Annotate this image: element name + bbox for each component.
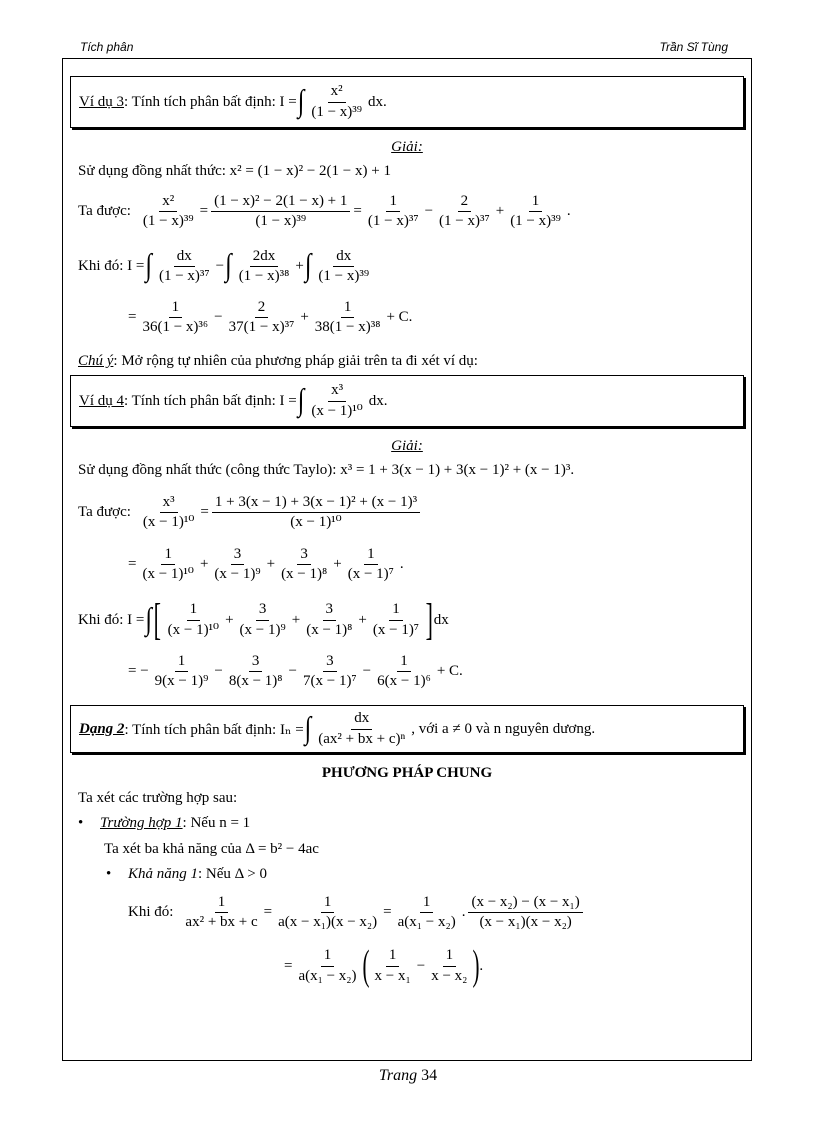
fraction: $\frac{3}{\text{(x − 1)⁸}}$ [306, 601, 353, 638]
fraction: $\frac{dx}{\text{(1 − x)³⁹}}$ [318, 248, 370, 285]
fraction-num: x² [328, 83, 346, 102]
example-4-box [70, 375, 744, 427]
integral-sign: ∫ [304, 711, 312, 746]
fraction: $\frac{1}{\text{6(x − 1)⁶}}$ [377, 653, 431, 690]
possibility-1-line [106, 866, 267, 883]
fraction: $\frac{1}{\text{a(x − x₁)(x − x₂)}}$ [278, 894, 378, 931]
expansion-line-2: = $\frac{1}{\text{(x − 1)¹⁰}}$ + $\frac{3}{\text{(x − 1)⁹}}$ + $\frac{3}{\text{(x − 1)⁸}}$ + $\frac{1}{\text{(x − 1)⁷}}$ . [128, 546, 404, 583]
constant-c: + C. [386, 309, 413, 326]
integral-sign: ∫ [145, 249, 152, 283]
right-bracket: ] [425, 595, 434, 644]
constant-c: + C. [436, 663, 463, 680]
khi-do-label: Khi đó: [128, 904, 174, 921]
integral-sign: ∫ [225, 249, 232, 283]
fraction: $\frac{\text{x³}}{\text{(x − 1)¹⁰}}$ [142, 494, 195, 531]
result-line-1: = $\frac{1}{\text{36(1 − x)³⁶}}$ − $\frac{2}{\text{37(1 − x)³⁷}}$ + $\frac{1}{\text{38(1 − x)³⁸}}$ + C. [128, 299, 413, 336]
fraction: $\frac{1}{\text{36(1 − x)³⁶}}$ [142, 299, 209, 336]
example-3-label: Ví dụ 3 [79, 93, 124, 110]
bullet-icon: • [106, 866, 112, 882]
fraction: $\frac{dx}{\text{(1 − x)³⁷}}$ [158, 248, 210, 285]
fraction: $\frac{1}{\text{(x − 1)¹⁰}}$ [167, 601, 220, 638]
fraction: $\frac{3}{\text{(x − 1)⁹}}$ [239, 601, 286, 638]
identity-line-2: Sử dụng đồng nhất thức (công thức Taylo): x³ = 1 + 3(x − 1) + 3(x − 1)² + (x − 1)³. [78, 462, 575, 478]
three-possibilities-line: Ta xét ba khả năng của Δ = b² − 4ac [104, 841, 319, 857]
ta-duoc-line-1: Ta được: $\frac{\text{x²}}{\text{(1 − x)³⁹}}$ = $\frac{\text{(1 − x)² − 2(1 − x) + 1}}{\text{(1 − x)³⁹}}$ = $\frac{1}{\text{(1 − x)³⁷}}$ − $\frac{2}{\text{(1 − x)³⁷}}$ + $\frac{1}{\text{(1 − x)³⁹}}$ . [78, 193, 571, 230]
fraction: $\frac{1}{\text{a(x₁ − x₂)}}$ [397, 894, 456, 931]
fraction: $\frac{\text{(x − x₂) − (x − x₁)}}{\text{(x − x₁)(x − x₂)}}$ [468, 894, 582, 932]
note-label: Chú ý [78, 353, 114, 369]
case-1-text: : Nếu n = 1 [182, 815, 251, 831]
decomposition-result-line: = $\frac{1}{\text{a(x₁ − x₂)}}$ ( $\frac{1}{\text{x − x₁}}$ − $\frac{1}{\text{x − x₂}}$ ) . [284, 943, 484, 989]
fraction: $\frac{1}{\text{9(x − 1)⁹}}$ [154, 653, 209, 690]
example-3-fraction [308, 83, 365, 121]
fraction: $\frac{3}{\text{7(x − 1)⁷}}$ [302, 653, 357, 690]
fraction-den: (ax² + bx + c)ⁿ [318, 730, 406, 747]
type-2-fraction [315, 710, 408, 748]
khi-do-label: Khi đó: I = [78, 611, 145, 628]
fraction: $\frac{1}{\text{(x − 1)¹⁰}}$ [142, 546, 194, 583]
cases-intro: Ta xét các trường hợp sau: [78, 790, 238, 806]
fraction: $\frac{\text{(1 − x)² − 2(1 − x) + 1}}{\text{(1 − x)³⁹}}$ [211, 193, 350, 231]
left-paren: ( [362, 943, 370, 989]
example-3-box [70, 76, 744, 128]
fraction: $\frac{3}{\text{(x − 1)⁸}}$ [281, 546, 328, 583]
fraction: $\frac{1}{\text{x − x₂}}$ [431, 947, 468, 984]
fraction: $\frac{1}{\text{(x − 1)⁷}}$ [372, 601, 420, 638]
left-bracket: [ [153, 595, 161, 644]
type-2-label: Dạng 2 [79, 720, 125, 737]
fraction: $\frac{2dx}{\text{(1 − x)³⁸}}$ [238, 248, 290, 285]
case-1-label: Trường hợp 1 [100, 815, 183, 831]
note-text: : Mở rộng tự nhiên của phương pháp giải trên ta đi xét ví dụ: [113, 353, 478, 369]
khi-do-line-1: Khi đó: I = ∫ $\frac{dx}{\text{(1 − x)³⁷}}$ − ∫ $\frac{2dx}{\text{(1 − x)³⁸}}$ + ∫ $\frac{dx}{\text{(1 − x)³⁹}}$ [78, 248, 375, 286]
khi-do-label: Khi đó: I = [78, 258, 145, 275]
note-line [78, 353, 478, 370]
integral-sign: ∫ [145, 602, 152, 637]
integral-sign: ∫ [297, 383, 305, 418]
fraction: $\frac{1}{\text{(1 − x)³⁷}}$ [367, 193, 419, 230]
page-footer [0, 1067, 816, 1085]
fraction: $\frac{3}{\text{8(x − 1)⁸}}$ [228, 653, 283, 690]
fraction: $\frac{3}{\text{(x − 1)⁹}}$ [214, 546, 261, 583]
example-3-tail: dx. [368, 93, 387, 110]
solution-heading-1: Giải: [391, 139, 423, 155]
identity-line-1: Sử dụng đồng nhất thức: x² = (1 − x)² − 2(1 − x) + 1 [78, 163, 391, 179]
example-3-text: : Tính tích phân bất định: I = [124, 93, 297, 110]
fraction-num: x³ [328, 382, 346, 401]
possibility-1-label: Khả năng 1 [128, 866, 199, 882]
type-2-tail: , với a ≠ 0 và n nguyên dương. [411, 720, 596, 737]
solution-heading-2: Giải: [391, 438, 423, 454]
fraction: $\frac{1}{\text{(x − 1)⁷}}$ [347, 546, 394, 583]
fraction: $\frac{\text{x²}}{\text{(1 − x)³⁹}}$ [142, 193, 194, 230]
page-header-right: Trần Sĩ Tùng [659, 40, 728, 54]
fraction-num: dx [351, 710, 372, 729]
example-4-tail: dx. [368, 392, 388, 409]
fraction: $\frac{1}{\text{(1 − x)³⁹}}$ [510, 193, 561, 230]
decomposition-line: Khi đó: $\frac{1}{\text{ax² + bx + c}}$ = $\frac{1}{\text{a(x − x₁)(x − x₂)}}$ = $\frac{1}{\text{a(x₁ − x₂)}}$ . $\frac{\text{(x − x₂) − (x − x₁)}}{\text{(x − x₁)(x − x₂)}}$ [128, 894, 586, 932]
footer-label: Trang [378, 1067, 418, 1084]
example-4-text: : Tính tích phân bất định: I = [124, 392, 297, 409]
fraction: $\frac{1}{\text{38(1 − x)³⁸}}$ [314, 299, 381, 336]
fraction: $\frac{1}{\text{ax² + bx + c}}$ [185, 894, 258, 931]
possibility-1-text: : Nếu Δ > 0 [198, 866, 267, 882]
fraction: $\frac{1}{\text{x − x₁}}$ [374, 947, 411, 984]
integral-sign: ∫ [297, 84, 305, 119]
fraction-den: (x − 1)¹⁰ [311, 402, 363, 419]
integral-sign: ∫ [304, 249, 312, 283]
right-paren: ) [472, 943, 480, 989]
type-2-text: : Tính tích phân bất định: Iₙ = [124, 721, 304, 738]
ta-duoc-line-2: Ta được: $\frac{\text{x³}}{\text{(x − 1)¹⁰}}$ = $\frac{\text{1 + 3(x − 1) + 3(x − 1)² + (x − 1)³}}{\text{(x − 1)¹⁰}}$ [78, 494, 423, 532]
fraction: $\frac{2}{\text{37(1 − x)³⁷}}$ [228, 299, 295, 336]
example-4-label: Ví dụ 4 [79, 392, 124, 409]
khi-do-line-2: Khi đó: I = ∫ [ $\frac{1}{\text{(x − 1)¹⁰}}$ + $\frac{3}{\text{(x − 1)⁹}}$ + $\frac{3}{\text{(x − 1)⁸}}$ + $\frac{1}{\text{(x − 1)⁷}}$ ] dx [78, 595, 449, 644]
example-4-fraction [308, 382, 365, 420]
dx-text: dx [433, 611, 449, 628]
ta-duoc-label: Ta được: [78, 203, 131, 220]
page-header-left: Tích phân [80, 40, 134, 54]
page-number: 34 [421, 1067, 438, 1084]
bullet-icon: • [78, 815, 84, 831]
fraction: $\frac{1}{\text{a(x₁ − x₂)}}$ [298, 947, 357, 984]
case-1-line [78, 815, 250, 832]
ta-duoc-label: Ta được: [78, 504, 131, 521]
fraction: $\frac{2}{\text{(1 − x)³⁷}}$ [439, 193, 490, 230]
fraction: $\frac{\text{1 + 3(x − 1) + 3(x − 1)² + (x − 1)³}}{\text{(x − 1)¹⁰}}$ [212, 494, 420, 532]
fraction-den: (1 − x)³⁹ [311, 103, 363, 120]
general-method-heading: PHƯƠNG PHÁP CHUNG [321, 765, 493, 781]
type-2-box [70, 705, 744, 753]
result-line-2: = − $\frac{1}{\text{9(x − 1)⁹}}$ − $\frac{3}{\text{8(x − 1)⁸}}$ − $\frac{3}{\text{7(x − 1)⁷}}$ − $\frac{1}{\text{6(x − 1)⁶}}$ + C. [128, 653, 463, 690]
